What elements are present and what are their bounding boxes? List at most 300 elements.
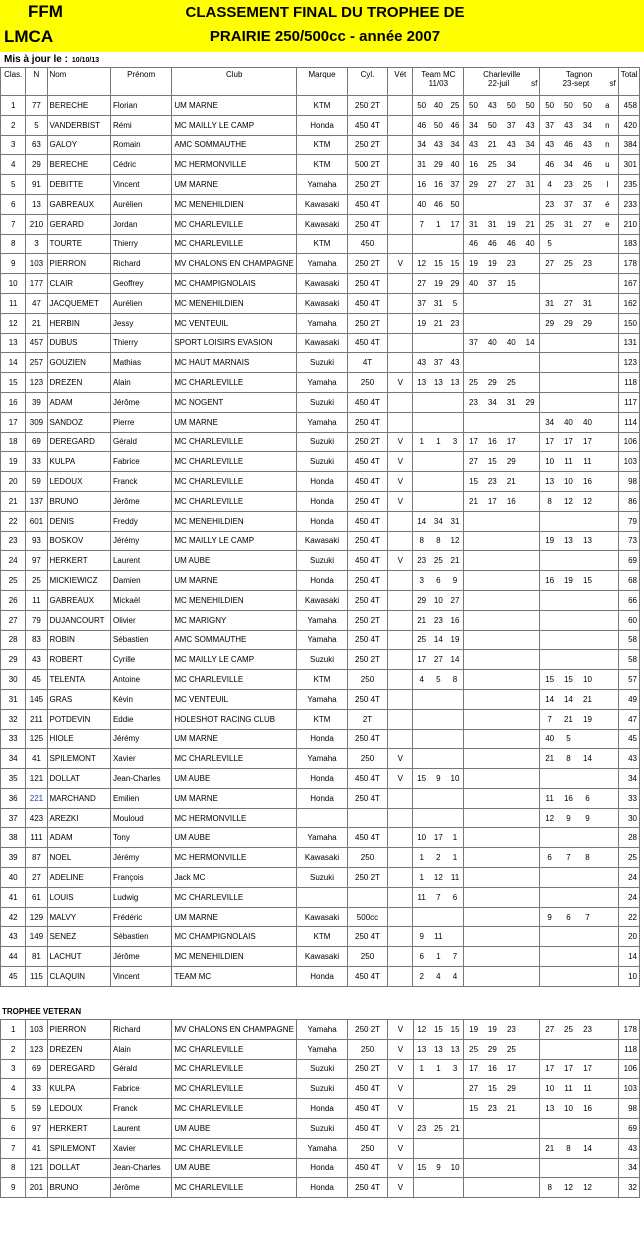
cell-r2-m2: 43 — [483, 96, 502, 116]
col-club: Club — [172, 68, 297, 96]
cell-club: MC CHAMPIGNOLAIS — [172, 274, 297, 294]
cell-r2-m2 — [483, 412, 502, 432]
cell-r2-sf — [521, 412, 540, 432]
cell-r3-m2: 37 — [559, 194, 578, 214]
cell-r3-m1 — [540, 373, 559, 393]
cell-displacement: 250 4T — [347, 491, 387, 511]
cell-r1-m2 — [430, 333, 447, 353]
table-row — [1, 293, 640, 313]
cell-bib-number: 103 — [26, 254, 47, 274]
cell-last-name: HERBIN — [47, 313, 110, 333]
cell-r3-sf — [597, 373, 618, 393]
cell-rank: 10 — [1, 274, 26, 294]
cell-brand: Kawasaki — [297, 848, 348, 868]
cell-last-name: HIOLE — [47, 729, 110, 749]
cell-r1-m2: 16 — [430, 175, 447, 195]
cell-rank: 5 — [1, 1099, 26, 1119]
cell-r3-m2: 14 — [559, 689, 578, 709]
cell-r1-m2 — [430, 452, 447, 472]
cell-total-points: 150 — [618, 313, 639, 333]
cell-r2-sf — [521, 808, 540, 828]
cell-r1-m2: 14 — [430, 630, 447, 650]
cell-r3-m2: 46 — [559, 135, 578, 155]
cell-first-name: Kévin — [110, 689, 171, 709]
col-nom: Nom — [47, 68, 110, 96]
cell-r3-m1 — [540, 610, 559, 630]
cell-r2-sf — [521, 1158, 540, 1178]
cell-last-name: CLAIR — [47, 274, 110, 294]
cell-last-name: BRUNO — [47, 491, 110, 511]
cell-club: MC CHARLEVILLE — [172, 1138, 297, 1158]
cell-displacement: 250 4T — [347, 412, 387, 432]
cell-r2-m2 — [483, 670, 502, 690]
cell-r3-m3 — [578, 511, 597, 531]
cell-r3-m1 — [540, 1039, 559, 1059]
cell-displacement: 450 4T — [347, 115, 387, 135]
cell-total-points: 117 — [618, 392, 639, 412]
cell-first-name: Cédric — [110, 155, 171, 175]
cell-r1-m3: 9 — [447, 571, 464, 591]
cell-first-name: Antoine — [110, 670, 171, 690]
cell-rank: 16 — [1, 392, 26, 412]
cell-rank: 43 — [1, 927, 26, 947]
cell-r2-m1: 25 — [464, 1039, 483, 1059]
cell-r3-sf — [597, 967, 618, 987]
table-row — [1, 571, 640, 591]
cell-r2-sf — [521, 1138, 540, 1158]
cell-r3-m3: 9 — [578, 808, 597, 828]
cell-bib-number: 91 — [26, 175, 47, 195]
cell-r2-sf — [521, 769, 540, 789]
cell-rank: 39 — [1, 848, 26, 868]
cell-r2-sf — [521, 907, 540, 927]
cell-r1-m3: 27 — [447, 590, 464, 610]
cell-r2-sf — [521, 689, 540, 709]
col-prenom: Prénom — [110, 68, 171, 96]
cell-r2-m2 — [483, 293, 502, 313]
cell-r3-m2 — [559, 947, 578, 967]
org-name-ffm: FFM — [28, 2, 63, 21]
cell-r2-m3 — [502, 769, 521, 789]
table-row — [1, 472, 640, 492]
cell-r2-m2 — [483, 947, 502, 967]
cell-r2-sf: 14 — [521, 333, 540, 353]
cell-club: MC MARIGNY — [172, 610, 297, 630]
cell-r3-m3: 43 — [578, 135, 597, 155]
cell-total-points: 79 — [618, 511, 639, 531]
cell-r1-m3: 34 — [447, 135, 464, 155]
cell-last-name: SPILEMONT — [47, 1138, 110, 1158]
cell-r2-m2 — [483, 828, 502, 848]
title-banner — [0, 0, 644, 52]
cell-brand: Yamaha — [297, 175, 348, 195]
table-row — [1, 1020, 640, 1040]
cell-r2-m2 — [483, 630, 502, 650]
cell-r1-m3 — [447, 709, 464, 729]
cell-r3-sf: e — [597, 214, 618, 234]
cell-displacement: 450 4T — [347, 333, 387, 353]
cell-r3-sf: n — [597, 115, 618, 135]
cell-displacement: 250 4T — [347, 531, 387, 551]
table-row — [1, 848, 640, 868]
cell-r3-sf — [597, 511, 618, 531]
cell-club: UM MARNE — [172, 729, 297, 749]
cell-r3-m2 — [559, 610, 578, 630]
cell-r2-m3: 17 — [502, 432, 521, 452]
cell-r3-sf — [597, 1118, 618, 1138]
col-clas: Clas. — [1, 68, 26, 96]
cell-r3-m3 — [578, 392, 597, 412]
cell-bib-number: 457 — [26, 333, 47, 353]
cell-r3-m1: 50 — [540, 96, 559, 116]
cell-first-name: Aurélien — [110, 293, 171, 313]
cell-r3-m2 — [559, 828, 578, 848]
cell-r3-m2 — [559, 511, 578, 531]
cell-total-points: 43 — [618, 1138, 639, 1158]
cell-brand: Suzuki — [297, 650, 348, 670]
cell-r1-m2: 8 — [430, 531, 447, 551]
cell-club: MC HERMONVILLE — [172, 155, 297, 175]
cell-total-points: 118 — [618, 1039, 639, 1059]
cell-bib-number: 423 — [26, 808, 47, 828]
cell-r3-m2: 43 — [559, 115, 578, 135]
cell-r3-m1 — [540, 1118, 559, 1138]
cell-r3-m1: 29 — [540, 313, 559, 333]
cell-total-points: 47 — [618, 709, 639, 729]
cell-brand: Honda — [297, 1099, 348, 1119]
cell-first-name: Franck — [110, 472, 171, 492]
cell-r2-m1: 37 — [464, 333, 483, 353]
cell-total-points: 58 — [618, 650, 639, 670]
cell-bib-number: 83 — [26, 630, 47, 650]
cell-r2-m1: 19 — [464, 254, 483, 274]
cell-club: MC HERMONVILLE — [172, 848, 297, 868]
cell-r3-m2: 27 — [559, 293, 578, 313]
cell-rank: 29 — [1, 650, 26, 670]
cell-r2-sf: 50 — [521, 96, 540, 116]
cell-r3-sf: u — [597, 155, 618, 175]
cell-last-name: SANDOZ — [47, 412, 110, 432]
cell-veteran-flag: V — [388, 373, 413, 393]
cell-r1-m2: 46 — [430, 194, 447, 214]
cell-bib-number: 177 — [26, 274, 47, 294]
cell-r3-m3: 11 — [578, 452, 597, 472]
cell-r2-sf: 21 — [521, 214, 540, 234]
cell-displacement: 250 2T — [347, 432, 387, 452]
cell-rank: 21 — [1, 491, 26, 511]
cell-veteran-flag — [388, 610, 413, 630]
cell-brand: Honda — [297, 729, 348, 749]
cell-first-name: Geoffrey — [110, 274, 171, 294]
cell-r2-m3: 43 — [502, 135, 521, 155]
table-row — [1, 194, 640, 214]
cell-r1-m1: 37 — [413, 293, 430, 313]
cell-first-name: Fabrice — [111, 1079, 172, 1099]
cell-first-name: Jérémy — [110, 531, 171, 551]
cell-r3-m3: 29 — [578, 313, 597, 333]
cell-r3-sf — [597, 293, 618, 313]
cell-displacement: 250 4T — [347, 274, 387, 294]
cell-r3-m3 — [578, 234, 597, 254]
cell-r3-m3 — [578, 590, 597, 610]
cell-r3-m2: 8 — [559, 749, 578, 769]
cell-r3-m1: 37 — [540, 115, 559, 135]
cell-total-points: 24 — [618, 868, 639, 888]
cell-r3-m3 — [578, 610, 597, 630]
cell-r3-sf — [597, 749, 618, 769]
cell-r2-m3: 15 — [502, 274, 521, 294]
cell-r2-m1 — [464, 927, 483, 947]
cell-r3-m2: 10 — [559, 1099, 578, 1119]
cell-r1-m1: 13 — [413, 373, 430, 393]
cell-club: MC CHARLEVILLE — [172, 432, 297, 452]
cell-displacement: 450 4T — [347, 293, 387, 313]
cell-r1-m1: 1 — [413, 1059, 430, 1079]
cell-last-name: POTDEVIN — [47, 709, 110, 729]
cell-rank: 34 — [1, 749, 26, 769]
cell-bib-number: 61 — [26, 887, 47, 907]
cell-last-name: NOEL — [47, 848, 110, 868]
cell-last-name: LOUIS — [47, 887, 110, 907]
col-round-charleville — [464, 68, 540, 96]
cell-r2-sf: 34 — [521, 135, 540, 155]
cell-r2-m3: 25 — [502, 373, 521, 393]
cell-bib-number: 111 — [26, 828, 47, 848]
cell-total-points: 68 — [618, 571, 639, 591]
cell-displacement: 250 2T — [347, 610, 387, 630]
cell-r3-m2: 50 — [559, 96, 578, 116]
cell-brand: KTM — [297, 155, 348, 175]
cell-r3-sf: n — [597, 135, 618, 155]
cell-club: UM MARNE — [172, 907, 297, 927]
cell-r2-sf — [521, 353, 540, 373]
cell-r1-m1: 10 — [413, 828, 430, 848]
cell-r1-m1: 8 — [413, 531, 430, 551]
cell-r3-m3: 23 — [578, 254, 597, 274]
cell-r3-sf — [597, 1099, 618, 1119]
cell-r2-m3 — [502, 571, 521, 591]
cell-club: MC CHARLEVILLE — [172, 1099, 297, 1119]
cell-r3-sf — [597, 1138, 618, 1158]
cell-r2-sf — [521, 828, 540, 848]
cell-first-name: Eddie — [110, 709, 171, 729]
cell-veteran-flag — [388, 848, 413, 868]
cell-r1-m3: 29 — [447, 274, 464, 294]
cell-bib-number: 21 — [26, 313, 47, 333]
cell-r2-m3 — [502, 412, 521, 432]
cell-r2-m1 — [464, 1118, 483, 1138]
cell-veteran-flag: V — [388, 254, 413, 274]
cell-r3-sf — [597, 551, 618, 571]
cell-bib-number: 81 — [26, 947, 47, 967]
table-row — [1, 1079, 640, 1099]
cell-last-name: PIERRON — [47, 1020, 110, 1040]
cell-last-name: GABREAUX — [47, 590, 110, 610]
cell-club: UM AUBE — [172, 828, 297, 848]
cell-r1-m1: 34 — [413, 135, 430, 155]
cell-bib-number: 210 — [26, 214, 47, 234]
cell-r2-sf — [521, 947, 540, 967]
cell-total-points: 28 — [618, 828, 639, 848]
cell-r1-m3 — [447, 472, 464, 492]
cell-r1-m3: 16 — [447, 610, 464, 630]
cell-r3-m2: 31 — [559, 214, 578, 234]
cell-displacement: 2T — [347, 709, 387, 729]
cell-first-name: Vincent — [110, 967, 171, 987]
cell-displacement: 250 — [347, 1039, 387, 1059]
cell-rank: 3 — [1, 135, 26, 155]
cell-r1-m3: 1 — [447, 828, 464, 848]
cell-r2-m1: 50 — [464, 96, 483, 116]
cell-total-points: 32 — [618, 1178, 639, 1198]
cell-r3-m1 — [540, 590, 559, 610]
cell-r2-m3: 21 — [502, 1099, 521, 1119]
cell-veteran-flag: V — [388, 1079, 413, 1099]
cell-r2-m2 — [483, 194, 502, 214]
cell-first-name: Thierry — [110, 333, 171, 353]
cell-r1-m3 — [447, 1138, 464, 1158]
cell-rank: 20 — [1, 472, 26, 492]
cell-veteran-flag — [388, 788, 413, 808]
round1-name: Team MC — [421, 70, 456, 79]
cell-total-points: 301 — [618, 155, 639, 175]
cell-r2-m1: 17 — [464, 1059, 483, 1079]
cell-r1-m3: 31 — [447, 511, 464, 531]
cell-r2-m1 — [464, 808, 483, 828]
cell-bib-number: 211 — [26, 709, 47, 729]
cell-r1-m1: 31 — [413, 155, 430, 175]
cell-club: UM AUBE — [172, 551, 297, 571]
page-title-line1: CLASSEMENT FINAL DU TROPHEE DE — [185, 4, 465, 21]
cell-total-points: 14 — [618, 947, 639, 967]
cell-brand: Suzuki — [297, 1059, 348, 1079]
cell-r1-m1: 11 — [413, 887, 430, 907]
cell-rank: 2 — [1, 1039, 26, 1059]
cell-r3-m1 — [540, 551, 559, 571]
cell-bib-number: 115 — [26, 967, 47, 987]
cell-r3-m2 — [559, 1118, 578, 1138]
cell-r1-m3: 23 — [447, 313, 464, 333]
cell-brand: Suzuki — [297, 452, 348, 472]
cell-club: UM MARNE — [172, 412, 297, 432]
cell-brand: Yamaha — [297, 749, 348, 769]
cell-first-name: Aurélien — [110, 194, 171, 214]
cell-r2-m2 — [483, 571, 502, 591]
cell-r3-m3: 13 — [578, 531, 597, 551]
cell-total-points: 98 — [618, 1099, 639, 1119]
cell-last-name: AREZKI — [47, 808, 110, 828]
cell-r3-m1: 25 — [540, 214, 559, 234]
cell-r2-m1 — [464, 947, 483, 967]
cell-displacement: 450 4T — [347, 452, 387, 472]
cell-first-name: Sébastien — [110, 630, 171, 650]
cell-rank: 5 — [1, 175, 26, 195]
cell-r2-m1 — [464, 689, 483, 709]
cell-r2-m3 — [502, 967, 521, 987]
cell-r3-m3: 46 — [578, 155, 597, 175]
cell-r1-m2: 43 — [430, 135, 447, 155]
table-row — [1, 1118, 640, 1138]
cell-veteran-flag — [388, 175, 413, 195]
cell-rank: 1 — [1, 1020, 26, 1040]
cell-club: MC CHARLEVILLE — [172, 472, 297, 492]
cell-r3-sf — [597, 571, 618, 591]
cell-r3-m1: 14 — [540, 689, 559, 709]
cell-r2-m1 — [464, 769, 483, 789]
cell-total-points: 20 — [618, 927, 639, 947]
cell-total-points: 103 — [618, 1079, 639, 1099]
cell-r1-m3: 13 — [447, 373, 464, 393]
cell-brand: KTM — [297, 927, 348, 947]
cell-r2-m1 — [464, 1158, 483, 1178]
cell-brand: Honda — [297, 967, 348, 987]
table-row — [1, 828, 640, 848]
cell-r2-m2 — [483, 610, 502, 630]
cell-veteran-flag — [388, 571, 413, 591]
cell-r3-m1: 31 — [540, 293, 559, 313]
cell-veteran-flag — [388, 689, 413, 709]
cell-r1-m3: 4 — [447, 967, 464, 987]
cell-veteran-flag — [388, 214, 413, 234]
cell-r1-m1 — [413, 412, 430, 432]
table-row — [1, 254, 640, 274]
cell-displacement: 250 2T — [347, 650, 387, 670]
cell-r2-sf — [521, 155, 540, 175]
cell-r2-m1: 25 — [464, 373, 483, 393]
cell-displacement: 250 — [347, 749, 387, 769]
cell-r2-sf — [521, 1099, 540, 1119]
cell-r1-m1: 1 — [413, 848, 430, 868]
cell-last-name: DUBUS — [47, 333, 110, 353]
cell-first-name: Xavier — [111, 1138, 172, 1158]
cell-total-points: 114 — [618, 412, 639, 432]
cell-first-name: Jérôme — [110, 491, 171, 511]
cell-club: HOLESHOT RACING CLUB — [172, 709, 297, 729]
last-updated-label: Mis à jour le : — [4, 54, 68, 65]
cell-rank: 28 — [1, 630, 26, 650]
cell-r3-m3 — [578, 729, 597, 749]
cell-r3-m2 — [559, 650, 578, 670]
cell-rank: 3 — [1, 1059, 26, 1079]
cell-r3-m2: 29 — [559, 313, 578, 333]
cell-r1-m1 — [413, 392, 430, 412]
cell-r2-m2 — [483, 590, 502, 610]
cell-r2-m3: 31 — [502, 392, 521, 412]
cell-club: SPORT LOISIRS EVASION — [172, 333, 297, 353]
cell-last-name: CLAQUIN — [47, 967, 110, 987]
cell-r3-sf — [597, 1059, 618, 1079]
cell-r1-m2: 40 — [430, 96, 447, 116]
cell-r3-sf — [597, 907, 618, 927]
cell-bib-number: 145 — [26, 689, 47, 709]
cell-r2-m2: 15 — [483, 452, 502, 472]
cell-r3-m2 — [559, 868, 578, 888]
cell-r1-m3: 7 — [447, 947, 464, 967]
cell-brand: Kawasaki — [297, 194, 348, 214]
cell-r3-m1 — [540, 1158, 559, 1178]
cell-r3-m3 — [578, 927, 597, 947]
cell-club: UM MARNE — [172, 571, 297, 591]
cell-r2-m2 — [483, 788, 502, 808]
cell-r1-m3 — [447, 333, 464, 353]
cell-displacement: 450 4T — [347, 551, 387, 571]
cell-r2-sf — [521, 1118, 540, 1138]
cell-bib-number: 43 — [26, 650, 47, 670]
cell-last-name: BOSKOV — [47, 531, 110, 551]
cell-bib-number: 47 — [26, 293, 47, 313]
round3-name: Tagnon — [565, 70, 593, 79]
cell-rank: 35 — [1, 769, 26, 789]
